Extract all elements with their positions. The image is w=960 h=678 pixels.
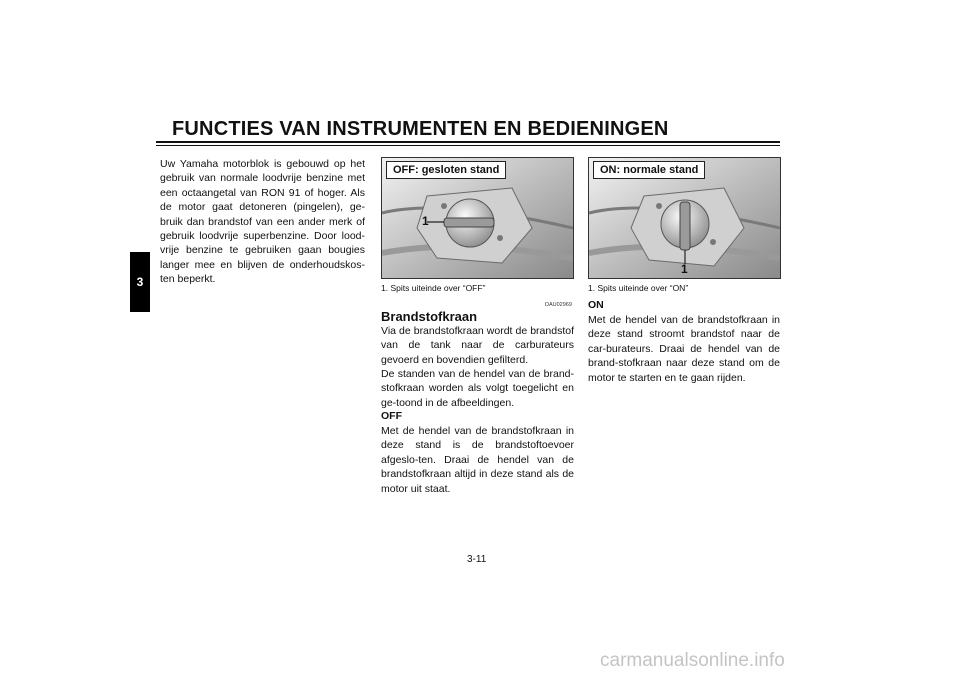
header-rule	[156, 141, 780, 143]
off-title: OFF	[381, 410, 402, 422]
page-number: 3-11	[467, 554, 487, 565]
section-heading: Brandstofkraan	[381, 309, 478, 324]
chapter-tab: 3	[130, 252, 150, 312]
figure-caption-on: 1. Spits uiteinde over “ON”	[588, 283, 689, 293]
callout-number: 1	[422, 214, 429, 228]
figure-caption-off: 1. Spits uiteinde over “OFF”	[381, 283, 486, 293]
watermark: carmanualsonline.info	[600, 650, 785, 671]
page-title: FUNCTIES VAN INSTRUMENTEN EN BEDIENINGEN	[172, 118, 669, 140]
off-paragraph: Met de hendel van de brandstofkraan in deze stand is de brandstoftoevoer afgeslo-ten. Draai de hendel van de brandstofkraan altijd in deze stand als de motor uit staat.	[381, 425, 574, 495]
header-rule-thin	[156, 145, 780, 146]
section-paragraph-1: Via de brandstofkraan wordt de brandstof van de tank naar de carburateurs gevoerd en bovendien gefilterd.	[381, 325, 574, 366]
figure-fuel-cock-off	[381, 157, 574, 279]
fuel-paragraph: Uw Yamaha motorblok is gebouwd op het gebruik van normale loodvrije benzine met een octaangetal van RON 91 of hoger. Als de motor gaat detoneren (pingelen), ge-bruik dan brandstof van een ander merk of gebruik loodvrije superbenzine. Door lood-vrije benzine te gebruiken gaan bougies langer mee en blijven de onderhoudskos-ten beperkt.	[160, 158, 365, 286]
callout-number: 1	[681, 262, 688, 276]
figure-label-off: OFF: gesloten stand	[386, 161, 506, 179]
on-paragraph: Met de hendel van de brandstofkraan in deze stand stroomt brandstof naar de car-burateurs. Draai de hendel van de brand-stofkraan naar deze stand om de motor te starten en te gaan rijden.	[588, 314, 780, 384]
document-code: DAU02969	[545, 302, 572, 308]
figure-label-on: ON: normale stand	[593, 161, 705, 179]
section-paragraph-2: De standen van de hendel van de brand-stofkraan worden als volgt toegelicht en ge-toond in de afbeeldingen.	[381, 368, 574, 409]
figure-fuel-cock-on	[588, 157, 781, 279]
on-title: ON	[588, 299, 604, 311]
